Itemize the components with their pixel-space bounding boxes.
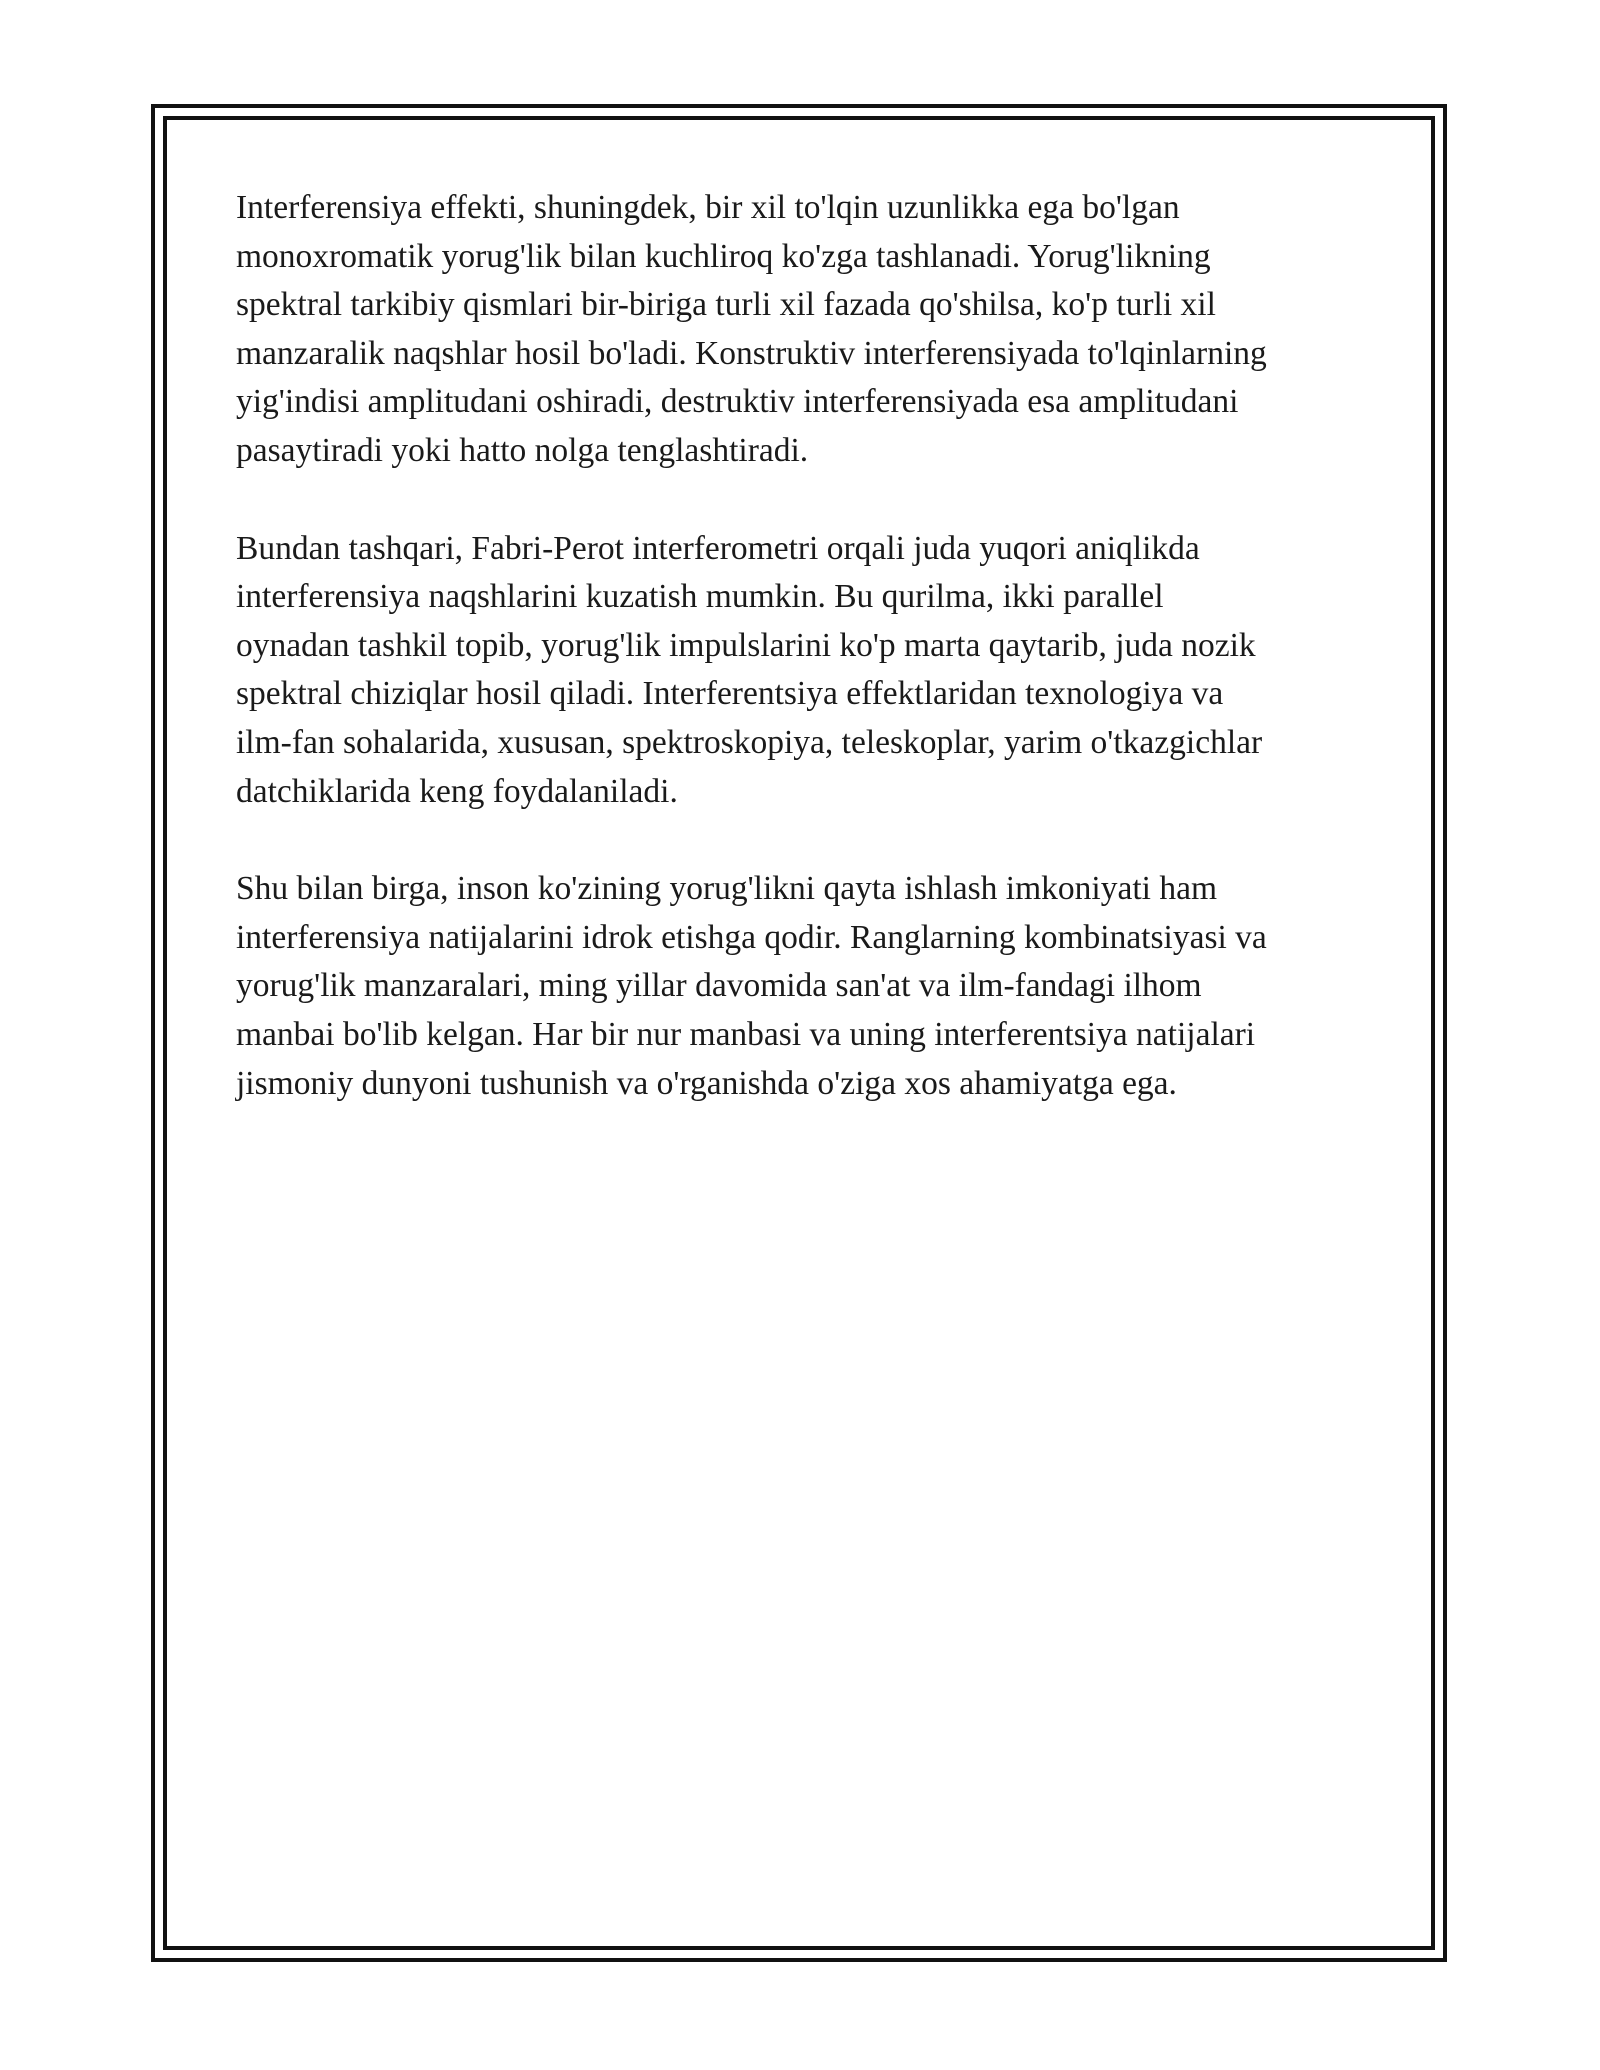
document-body: [236, 184, 1396, 1157]
paragraph-1: Interferensiya effekti, shuningdek, bir xil to'lqin uzunlikka ega bo'lgan monoxromatik yorug'lik bilan kuchliroq ko'zga tashlanadi. Yorug'likning spektral tarkibiy qismlari bir-biriga turli xil fazada qo'shilsa, ko'p turli xil manzaralik naqshlar hosil bo'ladi. Konstruktiv interferensiyada to'lqinlarning yig'indisi amplitudani oshiradi, destruktiv interferensiyada esa amplitudani pasaytiradi yoki hatto nolga tenglashtiradi.: [236, 189, 1267, 469]
paragraph-2: Bundan tashqari, Fabri-Perot interferometri orqali juda yuqori aniqlikda interferensiya naqshlarini kuzatish mumkin. Bu qurilma, ikki parallel oynadan tashkil topib, yorug'lik impulslarini ko'p marta qaytarib, juda nozik spektral chiziqlar hosil qiladi. Interferentsiya effektlaridan texnologiya va ilm-fan sohalarida, xususan, spektroskopiya, teleskoplar, yarim o'tkazgichlar datchiklarida keng foydalaniladi.: [236, 529, 1263, 810]
paragraph-3: Shu bilan birga, inson ko'zining yorug'likni qayta ishlash imkoniyati ham interferensiya natijalarini idrok etishga qodir. Ranglarning kombinatsiyasi va yorug'lik manzaralari, ming yillar davomida san'at va ilm-fandagi ilhom manbai bo'lib kelgan. Har bir nur manbasi va uning interferentsiya natijalari jismoniy dunyoni tushunish va o'rganishda o'ziga xos ahamiyatga ega.: [236, 870, 1267, 1102]
